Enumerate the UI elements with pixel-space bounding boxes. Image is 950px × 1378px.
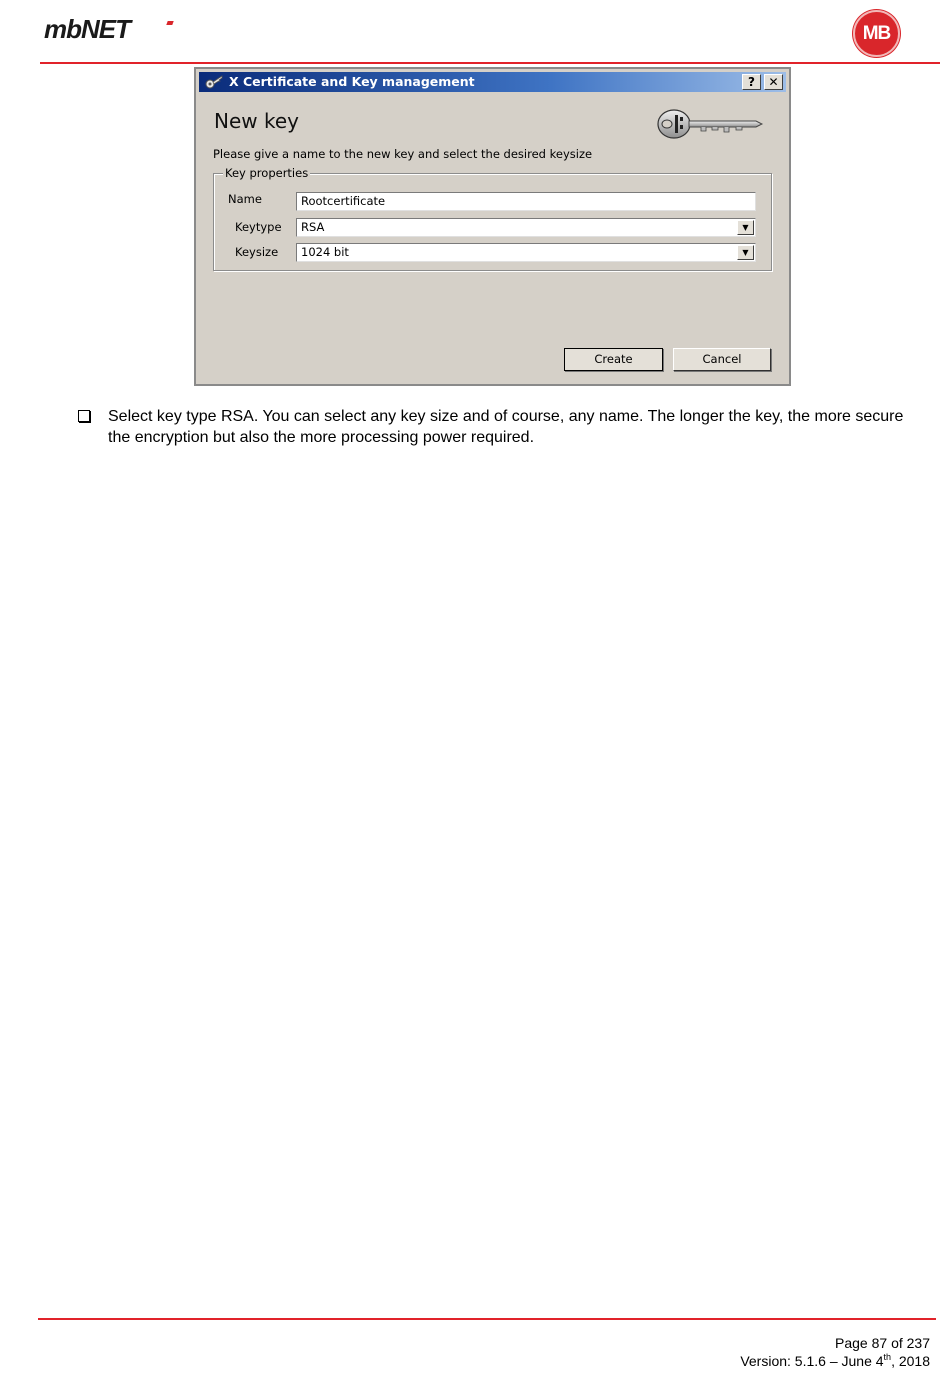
app-key-icon — [205, 75, 223, 89]
keytype-select[interactable] — [296, 218, 756, 237]
keysize-label: Keysize — [235, 245, 279, 259]
dialog-heading: New key — [214, 109, 299, 133]
keysize-value: 1024 bit — [301, 245, 349, 259]
dialog-description: Please give a name to the new key and select the desired keysize — [213, 147, 593, 161]
chevron-down-icon[interactable]: ▼ — [737, 220, 754, 235]
key-icon — [656, 105, 766, 143]
version-ordinal: th — [883, 1352, 892, 1362]
page-number: Page 87 of 237 — [835, 1335, 930, 1351]
mb-logo-badge: MB — [853, 10, 900, 57]
dialog-titlebar[interactable] — [199, 72, 786, 92]
page-footer — [740, 1334, 930, 1370]
bullet-checkbox-icon — [78, 410, 90, 422]
name-input[interactable]: Rootcertificate — [296, 192, 756, 211]
key-properties-group — [213, 166, 772, 271]
help-button[interactable]: ? — [742, 74, 761, 90]
footer-divider — [38, 1318, 936, 1320]
logo-accent-mark — [166, 21, 173, 25]
instruction-text: Select key type RSA. You can select any key size and of course, any name. The longer the key, the more secure the encryption but also the more processing power required. — [108, 408, 904, 446]
keytype-label: Keytype — [235, 220, 282, 234]
page-header — [0, 0, 950, 70]
chevron-down-icon[interactable]: ▼ — [737, 245, 754, 260]
dialog-title: X Certificate and Key management — [229, 74, 475, 89]
keysize-select[interactable] — [296, 243, 756, 262]
mbnet-logo: mbNET — [44, 14, 130, 44]
version-suffix: , 2018 — [891, 1353, 930, 1369]
keytype-value: RSA — [301, 220, 325, 234]
header-divider — [40, 62, 940, 64]
new-key-dialog — [194, 67, 791, 386]
group-title: Key properties — [225, 166, 309, 180]
version-prefix: Version: 5.1.6 – June 4 — [740, 1353, 884, 1369]
create-button[interactable]: Create — [564, 348, 663, 371]
version-line — [740, 1352, 930, 1370]
cancel-button[interactable]: Cancel — [673, 348, 771, 371]
name-label: Name — [228, 192, 262, 206]
close-button[interactable]: ✕ — [764, 74, 783, 90]
